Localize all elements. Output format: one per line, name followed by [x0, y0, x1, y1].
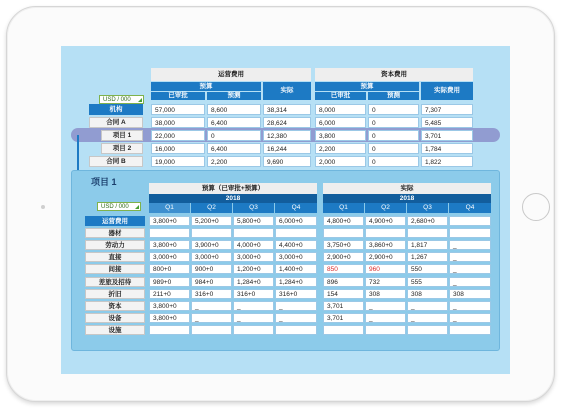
detail-actual-cell: _	[449, 277, 491, 287]
op-actual-header: 实际	[263, 82, 311, 100]
detail-budget-year: 2018	[149, 194, 317, 203]
dropdown-corner-icon	[135, 205, 139, 209]
cell: 0	[368, 117, 419, 128]
detail-actual-cell: 154	[323, 289, 364, 299]
cap-approved-header: 已审批	[315, 92, 366, 100]
cell: 6,000	[315, 117, 366, 128]
detail-budget-cell: _	[191, 301, 232, 311]
cell: 57,000	[151, 104, 205, 115]
detail-actual-cell: 896	[323, 277, 364, 287]
app-screen	[61, 46, 510, 374]
detail-budget-cell: 4,000+0	[233, 240, 274, 250]
cell: 12,380	[263, 130, 311, 141]
detail-row-label[interactable]: 劳动力	[85, 240, 145, 250]
cell: 9,690	[263, 156, 311, 167]
detail-budget-cell: 989+0	[149, 277, 190, 287]
detail-actual-cell: 1,817	[407, 240, 448, 250]
detail-actual-cell	[449, 228, 491, 238]
op-budget-header: 预算	[151, 82, 261, 91]
detail-actual-header: 实际	[323, 183, 491, 194]
detail-budget-cell: 6,000+0	[275, 216, 317, 226]
detail-actual-cell: 308	[407, 289, 448, 299]
detail-actual-cell: 2,680+0	[407, 216, 448, 226]
detail-actual-cell: _	[449, 264, 491, 274]
detail-actual-cell: 3,750+0	[323, 240, 364, 250]
cap-budget-header: 预算	[315, 82, 419, 91]
detail-budget-cell: 800+0	[149, 264, 190, 274]
detail-budget-cell: 316+0	[191, 289, 232, 299]
detail-actual-cell: _	[449, 313, 491, 323]
detail-actual-cell: 308	[365, 289, 406, 299]
detail-actual-cell: 550	[407, 264, 448, 274]
detail-budget-cell: 3,800+0	[149, 301, 190, 311]
detail-budget-cell: 3,800+0	[149, 313, 190, 323]
row-label-contract-a[interactable]: 合同 A	[89, 117, 143, 128]
detail-budget-cell: 3,900+0	[191, 240, 232, 250]
detail-row-label[interactable]: 器材	[85, 228, 145, 238]
detail-actual-cell: _	[449, 301, 491, 311]
detail-budget-cell	[149, 228, 190, 238]
detail-budget-cell: 1,400+0	[275, 264, 317, 274]
detail-title: 项目 1	[91, 177, 117, 187]
cell: 7,307	[421, 104, 473, 115]
cell: 6,400	[207, 143, 261, 154]
detail-actual-cell	[407, 325, 448, 335]
detail-actual-cell: _	[449, 240, 491, 250]
dropdown-corner-icon	[138, 98, 142, 102]
detail-budget-cell	[275, 325, 317, 335]
detail-actual-cell	[365, 325, 406, 335]
detail-budget-cell: _	[233, 313, 274, 323]
tab-budget-q2[interactable]: Q2	[191, 203, 232, 213]
detail-actual-cell	[407, 228, 448, 238]
detail-actual-cell	[323, 325, 364, 335]
detail-actual-cell	[365, 228, 406, 238]
detail-actual-cell: _	[407, 301, 448, 311]
detail-budget-cell: 984+0	[191, 277, 232, 287]
tab-budget-q1[interactable]: Q1	[149, 203, 190, 213]
detail-row-label[interactable]: 差旅及招待	[85, 277, 145, 287]
detail-budget-cell	[191, 325, 232, 335]
detail-budget-cell: _	[275, 313, 317, 323]
cell: 38,314	[263, 104, 311, 115]
detail-row-label[interactable]: 设备	[85, 313, 145, 323]
cell: 8,000	[315, 104, 366, 115]
detail-budget-cell: _	[191, 313, 232, 323]
cell: 38,000	[151, 117, 205, 128]
row-label-project-1[interactable]: 项目 1	[101, 130, 143, 141]
detail-budget-cell: 5,800+0	[233, 216, 274, 226]
detail-budget-cell: 900+0	[191, 264, 232, 274]
detail-actual-cell: 3,860+0	[365, 240, 406, 250]
detail-actual-cell: 308	[449, 289, 491, 299]
detail-budget-cell	[233, 325, 274, 335]
detail-actual-cell: _	[365, 313, 406, 323]
detail-row-label[interactable]: 折旧	[85, 289, 145, 299]
home-button[interactable]	[522, 193, 550, 221]
detail-actual-cell: 3,701	[323, 313, 364, 323]
op-approved-header: 已审批	[151, 92, 205, 100]
detail-budget-cell: 1,284+0	[275, 277, 317, 287]
detail-currency-selector[interactable]	[97, 202, 141, 211]
detail-row-label[interactable]: 资本	[85, 301, 145, 311]
tab-actual-q3[interactable]: Q3	[407, 203, 448, 213]
detail-actual-cell	[323, 228, 364, 238]
detail-actual-year: 2018	[323, 194, 491, 203]
cell: 0	[368, 104, 419, 115]
detail-budget-cell	[275, 228, 317, 238]
detail-budget-cell: 316+0	[275, 289, 317, 299]
detail-actual-cell: 2,900+0	[365, 252, 406, 262]
detail-budget-cell: _	[275, 301, 317, 311]
detail-budget-cell: 5,200+0	[191, 216, 232, 226]
cell: 22,000	[151, 130, 205, 141]
operating-expense-header: 运营费用	[151, 68, 311, 81]
detail-actual-cell	[449, 216, 491, 226]
detail-actual-cell: 2,900+0	[323, 252, 364, 262]
cell: 19,000	[151, 156, 205, 167]
cell: 2,200	[207, 156, 261, 167]
cell: 16,000	[151, 143, 205, 154]
tab-budget-q4[interactable]: Q4	[275, 203, 317, 213]
detail-actual-cell: _	[407, 313, 448, 323]
detail-budget-cell	[233, 228, 274, 238]
cap-actual-header: 实际费用	[421, 82, 473, 100]
detail-budget-cell: 3,000+0	[233, 252, 274, 262]
op-forecast-header: 预测	[207, 92, 261, 100]
cell: 0	[368, 143, 419, 154]
camera-dot	[41, 205, 45, 209]
detail-actual-cell: _	[365, 301, 406, 311]
detail-budget-cell: 3,000+0	[149, 252, 190, 262]
detail-actual-cell: _	[449, 252, 491, 262]
detail-budget-cell: 211+0	[149, 289, 190, 299]
cell: 3,800	[315, 130, 366, 141]
detail-actual-cell: 732	[365, 277, 406, 287]
cell: 1,784	[421, 143, 473, 154]
detail-budget-cell: 1,284+0	[233, 277, 274, 287]
detail-actual-cell: 4,900+0	[365, 216, 406, 226]
cell: 1,822	[421, 156, 473, 167]
detail-actual-cell: 3,701	[323, 301, 364, 311]
detail-budget-cell	[191, 228, 232, 238]
detail-budget-cell: 316+0	[233, 289, 274, 299]
row-label-contract-b[interactable]: 合同 B	[89, 156, 143, 167]
tablet-frame	[6, 6, 555, 402]
detail-budget-cell: _	[233, 301, 274, 311]
cell: 3,701	[421, 130, 473, 141]
detail-budget-header: 预算（已审批+预算）	[149, 183, 317, 194]
cell: 0	[368, 156, 419, 167]
detail-budget-cell: 1,200+0	[233, 264, 274, 274]
detail-row-label[interactable]: 直接	[85, 252, 145, 262]
detail-actual-cell: 1,267	[407, 252, 448, 262]
cell: 6,400	[207, 117, 261, 128]
detail-budget-cell: 4,400+0	[275, 240, 317, 250]
cell: 2,200	[315, 143, 366, 154]
cell: 5,485	[421, 117, 473, 128]
capital-expense-header: 资本费用	[315, 68, 473, 81]
currency-label: USD / 000	[103, 97, 131, 103]
cell: 0	[368, 130, 419, 141]
detail-budget-cell: 3,800+0	[149, 216, 190, 226]
tab-budget-q3[interactable]: Q3	[233, 203, 274, 213]
detail-budget-cell: 3,800+0	[149, 240, 190, 250]
detail-actual-cell: 4,800+0	[323, 216, 364, 226]
currency-label: USD / 000	[101, 204, 129, 210]
tab-actual-q4[interactable]: Q4	[449, 203, 491, 213]
detail-actual-cell	[449, 325, 491, 335]
cap-forecast-header: 预测	[368, 92, 419, 100]
row-label-project-2[interactable]: 项目 2	[101, 143, 143, 154]
detail-row-label[interactable]: 设施	[85, 325, 145, 335]
detail-row-label[interactable]: 运营费用	[85, 216, 145, 226]
tab-actual-q2[interactable]: Q2	[365, 203, 406, 213]
detail-actual-cell: 960	[365, 264, 406, 274]
cell: 8,600	[207, 104, 261, 115]
detail-actual-cell: 850	[323, 264, 364, 274]
tab-actual-q1[interactable]: Q1	[323, 203, 364, 213]
cell: 2,000	[315, 156, 366, 167]
detail-budget-cell: 3,000+0	[275, 252, 317, 262]
cell: 28,624	[263, 117, 311, 128]
detail-actual-cell: 555	[407, 277, 448, 287]
detail-budget-cell: 3,000+0	[191, 252, 232, 262]
cell: 0	[207, 130, 261, 141]
detail-row-label[interactable]: 间接	[85, 264, 145, 274]
detail-budget-cell	[149, 325, 190, 335]
cell: 16,244	[263, 143, 311, 154]
currency-selector[interactable]	[99, 95, 144, 104]
row-label-org[interactable]: 机构	[89, 104, 143, 115]
